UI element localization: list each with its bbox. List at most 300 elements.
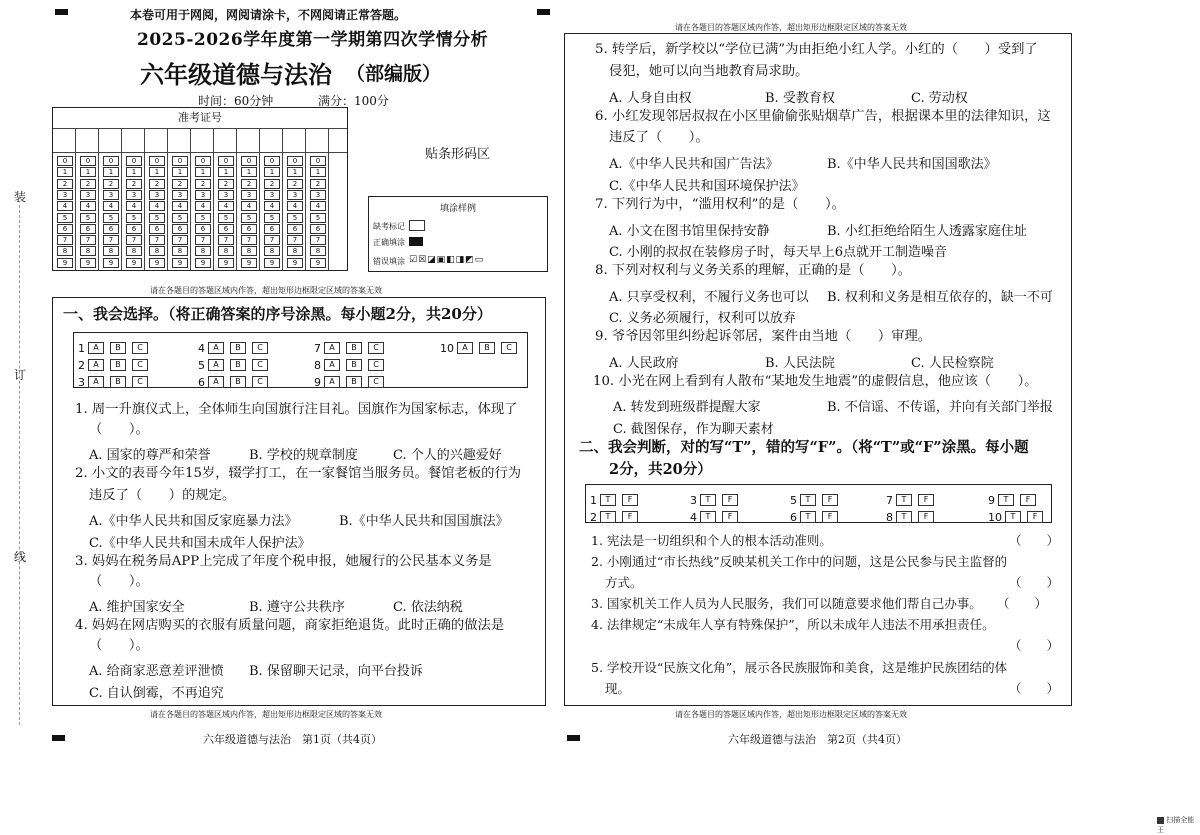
digit-bubble[interactable]: 5 bbox=[241, 213, 257, 223]
digit-bubble[interactable]: 0 bbox=[103, 156, 119, 166]
q2-option-b: B.《中华人民共和国国旗法》 bbox=[339, 514, 509, 529]
digit-bubble[interactable]: 6 bbox=[264, 224, 280, 234]
section2-title-cont: 2分，共20分） bbox=[609, 461, 712, 478]
judge-2-text: 2. 小刚通过“市长热线”反映某机关工作中的问题，这是公民参与民主监督的 bbox=[591, 554, 1008, 569]
time-label: 时间：60分钟 bbox=[198, 94, 274, 108]
choice-bubble[interactable]: C bbox=[252, 342, 268, 354]
digit-bubble[interactable]: 9 bbox=[218, 258, 234, 268]
digit-bubble[interactable]: 9 bbox=[80, 258, 96, 268]
digit-bubble[interactable]: 4 bbox=[218, 201, 234, 211]
judge-2-paren: （ ） bbox=[1009, 575, 1060, 590]
q8-option-b: B. 权利和义务是相互依存的，缺一不可 bbox=[827, 290, 1053, 305]
binding-char: 装 bbox=[14, 190, 27, 204]
boundary-notice-bottom: 请在各题目的答题区域内作答，超出矩形边框限定区域的答案无效 bbox=[150, 710, 382, 719]
q5-text-cont: 侵犯，她可以向当地教育局求助。 bbox=[609, 64, 809, 79]
question-number: 5 bbox=[198, 359, 205, 372]
digit-bubble[interactable]: 6 bbox=[57, 224, 73, 234]
digit-bubble[interactable]: 9 bbox=[149, 258, 165, 268]
digit-bubble[interactable]: 0 bbox=[287, 156, 303, 166]
question-number: 10 bbox=[988, 511, 1002, 524]
judge-3-paren: （ ） bbox=[997, 596, 1048, 611]
digit-bubble[interactable]: 9 bbox=[241, 258, 257, 268]
admission-digit-column bbox=[260, 152, 283, 270]
digit-bubble[interactable]: 2 bbox=[57, 179, 73, 189]
digit-bubble[interactable]: 3 bbox=[126, 190, 142, 200]
q6-option-c: C.《中华人民共和国环境保护法》 bbox=[609, 179, 805, 194]
tf-bubble[interactable]: F bbox=[822, 494, 838, 506]
choice-bubble[interactable]: A bbox=[88, 376, 104, 388]
digit-bubble[interactable]: 0 bbox=[310, 156, 326, 166]
choice-bubble[interactable]: B bbox=[110, 376, 126, 388]
digit-bubble[interactable]: 1 bbox=[218, 167, 234, 177]
digit-bubble[interactable]: 4 bbox=[103, 201, 119, 211]
q2-option-a: A.《中华人民共和国反家庭暴力法》 bbox=[89, 514, 298, 529]
admission-digit-column bbox=[145, 152, 168, 270]
choice-bubble[interactable]: C bbox=[252, 359, 268, 371]
choice-bubble[interactable]: B bbox=[346, 376, 362, 388]
q4-option-a: A. 给商家恶意差评泄愤 bbox=[89, 664, 224, 679]
choice-answer-grid[interactable] bbox=[73, 332, 528, 388]
admission-digit-column bbox=[306, 152, 329, 270]
admission-digit-column bbox=[237, 152, 260, 270]
q7-text: 7. 下列行为中，“滥用权利”的是（ ）。 bbox=[595, 197, 845, 212]
q4-text: 4. 妈妈在网店购买的衣服有质量问题，商家拒绝退货。此时正确的做法是 bbox=[75, 618, 505, 633]
digit-bubble[interactable]: 3 bbox=[57, 190, 73, 200]
digit-bubble[interactable]: 7 bbox=[57, 235, 73, 245]
question-number: 8 bbox=[314, 359, 321, 372]
choice-bubble[interactable]: B bbox=[230, 359, 246, 371]
tf-bubble[interactable]: T bbox=[800, 511, 816, 523]
digit-bubble[interactable]: 6 bbox=[126, 224, 142, 234]
binding-char: 线 bbox=[14, 550, 27, 564]
digit-bubble[interactable]: 1 bbox=[149, 167, 165, 177]
judge-3-text: 3. 国家机关工作人员为人民服务，我们可以随意要求他们帮自己办事。 bbox=[591, 596, 982, 611]
judge-5-text: 5. 学校开设“民族文化角”，展示各民族服饰和美食，这是维护民族团结的体 bbox=[591, 660, 1008, 675]
q4-blank: （ ）。 bbox=[89, 638, 149, 653]
digit-bubble[interactable]: 2 bbox=[287, 179, 303, 189]
digit-bubble[interactable]: 7 bbox=[80, 235, 96, 245]
choice-bubble[interactable]: A bbox=[324, 376, 340, 388]
question-number: 2 bbox=[590, 511, 597, 524]
q9-option-c: C. 人民检察院 bbox=[911, 356, 994, 371]
tf-bubble[interactable]: F bbox=[918, 494, 934, 506]
digit-bubble[interactable]: 7 bbox=[126, 235, 142, 245]
digit-bubble[interactable]: 0 bbox=[218, 156, 234, 166]
q6-text-cont: 违反了（ ）。 bbox=[609, 130, 709, 145]
digit-bubble[interactable]: 1 bbox=[103, 167, 119, 177]
choice-answer-row bbox=[78, 371, 151, 390]
choice-bubble[interactable]: C bbox=[132, 342, 148, 354]
tf-bubble[interactable]: F bbox=[1020, 494, 1036, 506]
tf-bubble[interactable]: F bbox=[822, 511, 838, 523]
choice-bubble[interactable]: B bbox=[230, 376, 246, 388]
digit-bubble[interactable]: 7 bbox=[287, 235, 303, 245]
digit-bubble[interactable]: 9 bbox=[310, 258, 326, 268]
digit-bubble[interactable]: 3 bbox=[264, 190, 280, 200]
absent-label: 缺考标记 bbox=[373, 222, 405, 231]
digit-bubble[interactable]: 5 bbox=[287, 213, 303, 223]
question-number: 3 bbox=[690, 494, 697, 507]
choice-bubble[interactable]: C bbox=[368, 342, 384, 354]
digit-bubble[interactable]: 5 bbox=[103, 213, 119, 223]
digit-bubble[interactable]: 3 bbox=[218, 190, 234, 200]
q10-option-c: C. 截图保存，作为聊天素材 bbox=[613, 422, 774, 437]
question-number: 6 bbox=[198, 376, 205, 389]
choice-bubble[interactable]: A bbox=[208, 359, 224, 371]
q10-text: 10. 小光在网上看到有人散布“某地发生地震”的虚假信息，他应该（ ）。 bbox=[593, 374, 1038, 389]
judge-1-text: 1. 宪法是一切组织和个人的根本活动准则。 bbox=[591, 533, 832, 548]
admission-digit-column bbox=[122, 152, 145, 270]
barcode-area-label: 贴条形码区 bbox=[425, 147, 491, 162]
admission-number-write-row[interactable] bbox=[53, 128, 347, 153]
choice-bubble[interactable]: A bbox=[457, 342, 473, 354]
q3-blank: （ ）。 bbox=[89, 574, 149, 589]
digit-bubble[interactable]: 6 bbox=[149, 224, 165, 234]
question-number: 5 bbox=[790, 494, 797, 507]
digit-bubble[interactable]: 2 bbox=[264, 179, 280, 189]
digit-bubble[interactable]: 5 bbox=[149, 213, 165, 223]
digit-bubble[interactable]: 8 bbox=[241, 246, 257, 256]
digit-bubble[interactable]: 0 bbox=[80, 156, 96, 166]
digit-bubble[interactable]: 1 bbox=[287, 167, 303, 177]
edition-label: （部编版） bbox=[346, 63, 442, 85]
digit-bubble[interactable]: 7 bbox=[218, 235, 234, 245]
digit-bubble[interactable]: 8 bbox=[149, 246, 165, 256]
admission-digit-column bbox=[168, 152, 191, 270]
digit-bubble[interactable]: 9 bbox=[172, 258, 188, 268]
tf-bubble[interactable]: F bbox=[1027, 511, 1043, 523]
digit-bubble[interactable]: 4 bbox=[57, 201, 73, 211]
digit-bubble[interactable]: 8 bbox=[310, 246, 326, 256]
wrong-fill-samples: ☑☒◪▣◧◨◩▭ bbox=[409, 255, 485, 265]
tf-bubble[interactable]: T bbox=[600, 511, 616, 523]
choice-bubble[interactable]: A bbox=[208, 376, 224, 388]
tf-bubble[interactable]: F bbox=[918, 511, 934, 523]
q9-option-a: A. 人民政府 bbox=[609, 356, 679, 371]
boundary-notice-top: 请在各题目的答题区域内作答，超出矩形边框限定区域的答案无效 bbox=[150, 286, 382, 295]
registration-mark bbox=[55, 9, 68, 15]
watermark-text: 扫描全能王 bbox=[1157, 816, 1195, 834]
registration-mark bbox=[567, 735, 580, 741]
q9-text: 9. 爷爷因邻里纠纷起诉邻居，案件由当地（ ）审理。 bbox=[595, 329, 932, 344]
digit-bubble[interactable]: 3 bbox=[195, 190, 211, 200]
question-number: 9 bbox=[988, 494, 995, 507]
choice-bubble[interactable]: C bbox=[368, 359, 384, 371]
digit-bubble[interactable]: 8 bbox=[103, 246, 119, 256]
choice-bubble[interactable]: C bbox=[501, 342, 517, 354]
subject-title: 六年级道德与法治 bbox=[140, 61, 332, 89]
q8-option-c: C. 义务必须履行，权利可以放弃 bbox=[609, 311, 796, 326]
digit-bubble[interactable]: 5 bbox=[310, 213, 326, 223]
digit-bubble[interactable]: 1 bbox=[80, 167, 96, 177]
digit-bubble[interactable]: 8 bbox=[195, 246, 211, 256]
tf-bubble[interactable]: T bbox=[700, 494, 716, 506]
tf-bubble[interactable]: T bbox=[896, 511, 912, 523]
tf-answer-row bbox=[590, 506, 641, 525]
digit-bubble[interactable]: 0 bbox=[264, 156, 280, 166]
digit-bubble[interactable]: 3 bbox=[172, 190, 188, 200]
digit-bubble[interactable]: 1 bbox=[241, 167, 257, 177]
tf-answer-grid[interactable] bbox=[585, 484, 1052, 523]
digit-bubble[interactable]: 9 bbox=[126, 258, 142, 268]
digit-bubble[interactable]: 5 bbox=[172, 213, 188, 223]
admission-number-bubbles[interactable] bbox=[53, 152, 347, 270]
digit-bubble[interactable]: 5 bbox=[126, 213, 142, 223]
digit-bubble[interactable]: 0 bbox=[195, 156, 211, 166]
question-number: 1 bbox=[590, 494, 597, 507]
digit-bubble[interactable]: 9 bbox=[287, 258, 303, 268]
registration-mark bbox=[537, 9, 550, 15]
q2-option-c: C.《中华人民共和国未成年人保护法》 bbox=[89, 536, 311, 551]
boundary-notice-top: 请在各题目的答题区域内作答，超出矩形边框限定区域的答案无效 bbox=[675, 23, 907, 32]
digit-bubble[interactable]: 7 bbox=[172, 235, 188, 245]
digit-bubble[interactable]: 1 bbox=[195, 167, 211, 177]
q6-option-b: B.《中华人民共和国国歌法》 bbox=[827, 157, 997, 172]
question-number: 4 bbox=[690, 511, 697, 524]
digit-bubble[interactable]: 2 bbox=[103, 179, 119, 189]
admission-digit-column bbox=[99, 152, 122, 270]
digit-bubble[interactable]: 7 bbox=[103, 235, 119, 245]
absent-mark-box[interactable] bbox=[409, 220, 425, 231]
q8-text: 8. 下列对权利与义务关系的理解，正确的是（ ）。 bbox=[595, 263, 912, 278]
digit-bubble[interactable]: 2 bbox=[310, 179, 326, 189]
digit-bubble[interactable]: 4 bbox=[126, 201, 142, 211]
q2-text: 2. 小文的表哥今年15岁，辍学打工，在一家餐馆当服务员。餐馆老板的行为 bbox=[75, 466, 522, 481]
choice-bubble[interactable]: B bbox=[346, 342, 362, 354]
digit-bubble[interactable]: 4 bbox=[195, 201, 211, 211]
digit-bubble[interactable]: 4 bbox=[287, 201, 303, 211]
digit-bubble[interactable]: 8 bbox=[126, 246, 142, 256]
wrong-fill-label: 错误填涂 bbox=[373, 257, 405, 266]
admission-number-title: 准考证号 bbox=[53, 108, 347, 129]
digit-bubble[interactable]: 4 bbox=[80, 201, 96, 211]
judge-4-paren: （ ） bbox=[1009, 638, 1060, 653]
choice-bubble[interactable]: A bbox=[324, 359, 340, 371]
question-number: 6 bbox=[790, 511, 797, 524]
question-number: 4 bbox=[198, 342, 205, 355]
q1-text: 1. 周一升旗仪式上，全体师生向国旗行注目礼。国旗作为国家标志，体现了 bbox=[75, 402, 518, 417]
exam-title: 2025-2026学年度第一学期第四次学情分析 bbox=[137, 30, 489, 50]
choice-bubble[interactable]: B bbox=[110, 359, 126, 371]
binding-char: 订 bbox=[14, 368, 27, 382]
q3-option-b: B. 遵守公共秩序 bbox=[249, 600, 345, 615]
digit-bubble[interactable]: 8 bbox=[172, 246, 188, 256]
tf-answer-row bbox=[886, 506, 937, 525]
judge-2-text-cont: 方式。 bbox=[605, 575, 643, 590]
digit-bubble[interactable]: 4 bbox=[310, 201, 326, 211]
digit-bubble[interactable]: 4 bbox=[149, 201, 165, 211]
digit-bubble[interactable]: 1 bbox=[126, 167, 142, 177]
digit-bubble[interactable]: 6 bbox=[172, 224, 188, 234]
question-number: 3 bbox=[78, 376, 85, 389]
choice-bubble[interactable]: B bbox=[479, 342, 495, 354]
admission-digit-column bbox=[283, 152, 306, 270]
score-label: 满分：100分 bbox=[318, 94, 389, 108]
choice-bubble[interactable]: B bbox=[346, 359, 362, 371]
digit-bubble[interactable]: 2 bbox=[80, 179, 96, 189]
section2-title: 二、我会判断，对的写“T”，错的写“F”。（将“T”或“F”涂黑。每小题 bbox=[579, 439, 1029, 456]
q3-option-c: C. 依法纳税 bbox=[393, 600, 463, 615]
q6-text: 6. 小红发现邻居叔叔在小区里偷偷张贴烟草广告，根据课本里的法律知识，这 bbox=[595, 109, 1051, 124]
digit-bubble[interactable]: 2 bbox=[241, 179, 257, 189]
digit-bubble[interactable]: 5 bbox=[264, 213, 280, 223]
digit-bubble[interactable]: 5 bbox=[57, 213, 73, 223]
choice-answer-row bbox=[440, 337, 520, 356]
page1-footer: 六年级道德与法治 第1页（共4页） bbox=[203, 733, 382, 746]
question-number: 10 bbox=[440, 342, 454, 355]
digit-bubble[interactable]: 0 bbox=[126, 156, 142, 166]
digit-bubble[interactable]: 4 bbox=[172, 201, 188, 211]
digit-bubble[interactable]: 3 bbox=[310, 190, 326, 200]
choice-bubble[interactable]: B bbox=[230, 342, 246, 354]
digit-bubble[interactable]: 7 bbox=[149, 235, 165, 245]
digit-bubble[interactable]: 2 bbox=[218, 179, 234, 189]
q5-text: 5. 转学后，新学校以“学位已满”为由拒绝小红人学。小红的（ ）受到了 bbox=[595, 42, 1038, 57]
digit-bubble[interactable]: 9 bbox=[264, 258, 280, 268]
choice-bubble[interactable]: C bbox=[132, 376, 148, 388]
tf-bubble[interactable]: F bbox=[622, 511, 638, 523]
admission-digit-column bbox=[53, 152, 76, 270]
question-number: 1 bbox=[78, 342, 85, 355]
q3-text: 3. 妈妈在税务局APP上完成了年度个税申报，她履行的公民基本义务是 bbox=[75, 554, 492, 569]
q1-blank: （ ）。 bbox=[89, 422, 149, 437]
section1-title: 一、我会选择。（将正确答案的序号涂黑。每小题2分，共20分） bbox=[63, 305, 492, 323]
tf-bubble[interactable]: T bbox=[896, 494, 912, 506]
digit-bubble[interactable]: 0 bbox=[57, 156, 73, 166]
q7-option-a: A. 小文在图书馆里保持安静 bbox=[609, 224, 770, 239]
choice-bubble[interactable]: A bbox=[88, 359, 104, 371]
digit-bubble[interactable]: 0 bbox=[241, 156, 257, 166]
q5-option-c: C. 劳动权 bbox=[911, 91, 968, 106]
digit-bubble[interactable]: 3 bbox=[80, 190, 96, 200]
q7-option-c: C. 小刚的叔叔在装修房子时，每天早上6点就开工制造噪音 bbox=[609, 245, 948, 260]
digit-bubble[interactable]: 3 bbox=[241, 190, 257, 200]
digit-bubble[interactable]: 8 bbox=[264, 246, 280, 256]
choice-bubble[interactable]: B bbox=[110, 342, 126, 354]
digit-bubble[interactable]: 1 bbox=[172, 167, 188, 177]
q5-option-a: A. 人身自由权 bbox=[609, 91, 692, 106]
question-number: 7 bbox=[314, 342, 321, 355]
choice-bubble[interactable]: A bbox=[324, 342, 340, 354]
tf-answer-row bbox=[790, 506, 841, 525]
registration-mark bbox=[52, 735, 65, 741]
digit-bubble[interactable]: 3 bbox=[287, 190, 303, 200]
tf-answer-row bbox=[690, 506, 741, 525]
digit-bubble[interactable]: 7 bbox=[241, 235, 257, 245]
correct-fill-sample bbox=[409, 237, 423, 246]
answer-region-page1 bbox=[52, 297, 546, 706]
q1-option-a: A. 国家的尊严和荣誉 bbox=[89, 448, 211, 463]
choice-bubble[interactable]: C bbox=[132, 359, 148, 371]
digit-bubble[interactable]: 9 bbox=[103, 258, 119, 268]
digit-bubble[interactable]: 1 bbox=[57, 167, 73, 177]
digit-bubble[interactable]: 6 bbox=[241, 224, 257, 234]
choice-bubble[interactable]: A bbox=[88, 342, 104, 354]
digit-bubble[interactable]: 6 bbox=[310, 224, 326, 234]
q1-option-b: B. 学校的规章制度 bbox=[249, 448, 358, 463]
digit-bubble[interactable]: 7 bbox=[310, 235, 326, 245]
admission-digit-column bbox=[76, 152, 99, 270]
digit-bubble[interactable]: 6 bbox=[103, 224, 119, 234]
digit-bubble[interactable]: 6 bbox=[195, 224, 211, 234]
digit-bubble[interactable]: 8 bbox=[287, 246, 303, 256]
tf-bubble[interactable]: F bbox=[722, 511, 738, 523]
binding-line bbox=[19, 205, 21, 725]
digit-bubble[interactable]: 8 bbox=[57, 246, 73, 256]
digit-bubble[interactable]: 1 bbox=[310, 167, 326, 177]
digit-bubble[interactable]: 2 bbox=[126, 179, 142, 189]
judge-5-paren: （ ） bbox=[1009, 681, 1060, 696]
q10-option-b: B. 不信谣、不传谣，并向有关部门举报 bbox=[827, 400, 1053, 415]
digit-bubble[interactable]: 7 bbox=[264, 235, 280, 245]
choice-bubble[interactable]: A bbox=[208, 342, 224, 354]
tf-bubble[interactable]: T bbox=[998, 494, 1014, 506]
question-number: 7 bbox=[886, 494, 893, 507]
tf-bubble[interactable]: F bbox=[622, 494, 638, 506]
digit-bubble[interactable]: 1 bbox=[264, 167, 280, 177]
digit-bubble[interactable]: 2 bbox=[149, 179, 165, 189]
judge-5-text-cont: 现。 bbox=[605, 681, 631, 696]
fill-sample-box bbox=[368, 196, 548, 272]
boundary-notice-bottom: 请在各题目的答题区域内作答，超出矩形边框限定区域的答案无效 bbox=[675, 710, 907, 719]
tf-bubble[interactable]: T bbox=[800, 494, 816, 506]
admission-digit-column bbox=[191, 152, 214, 270]
digit-bubble[interactable]: 0 bbox=[149, 156, 165, 166]
correct-fill-label: 正确填涂 bbox=[373, 238, 405, 247]
choice-bubble[interactable]: C bbox=[252, 376, 268, 388]
digit-bubble[interactable]: 7 bbox=[195, 235, 211, 245]
digit-bubble[interactable]: 6 bbox=[80, 224, 96, 234]
question-number: 9 bbox=[314, 376, 321, 389]
digit-bubble[interactable]: 3 bbox=[149, 190, 165, 200]
q4-option-c: C. 自认倒霉，不再追究 bbox=[89, 686, 224, 701]
digit-bubble[interactable]: 9 bbox=[57, 258, 73, 268]
top-note: 本卷可用于网阅，网阅请涂卡，不网阅请正常答题。 bbox=[130, 8, 407, 22]
digit-bubble[interactable]: 5 bbox=[218, 213, 234, 223]
digit-bubble[interactable]: 0 bbox=[172, 156, 188, 166]
tf-bubble[interactable]: F bbox=[722, 494, 738, 506]
digit-bubble[interactable]: 4 bbox=[241, 201, 257, 211]
judge-4-text: 4. 法律规定“未成年人享有特殊保护”，所以未成年人违法不用承担责任。 bbox=[591, 617, 995, 632]
question-number: 8 bbox=[886, 511, 893, 524]
choice-bubble[interactable]: C bbox=[368, 376, 384, 388]
digit-bubble[interactable]: 5 bbox=[80, 213, 96, 223]
digit-bubble[interactable]: 4 bbox=[264, 201, 280, 211]
judge-1-paren: （ ） bbox=[1009, 533, 1060, 548]
digit-bubble[interactable]: 5 bbox=[195, 213, 211, 223]
digit-bubble[interactable]: 8 bbox=[218, 246, 234, 256]
q9-option-b: B. 人民法院 bbox=[765, 356, 835, 371]
digit-bubble[interactable]: 8 bbox=[80, 246, 96, 256]
fill-sample-title: 填涂样例 bbox=[439, 204, 476, 214]
tf-bubble[interactable]: T bbox=[700, 511, 716, 523]
digit-bubble[interactable]: 6 bbox=[218, 224, 234, 234]
q5-option-b: B. 受教育权 bbox=[765, 91, 835, 106]
digit-bubble[interactable]: 6 bbox=[287, 224, 303, 234]
choice-answer-row bbox=[198, 371, 271, 390]
q10-option-a: A. 转发到班级群提醒大家 bbox=[613, 400, 761, 415]
digit-bubble[interactable]: 9 bbox=[195, 258, 211, 268]
cs-logo-icon bbox=[1157, 817, 1164, 824]
tf-bubble[interactable]: T bbox=[1005, 511, 1021, 523]
question-number: 2 bbox=[78, 359, 85, 372]
digit-bubble[interactable]: 2 bbox=[172, 179, 188, 189]
tf-bubble[interactable]: T bbox=[600, 494, 616, 506]
admission-number-grid bbox=[52, 107, 348, 271]
q1-option-c: C. 个人的兴趣爱好 bbox=[393, 448, 502, 463]
digit-bubble[interactable]: 3 bbox=[103, 190, 119, 200]
digit-bubble[interactable]: 2 bbox=[195, 179, 211, 189]
